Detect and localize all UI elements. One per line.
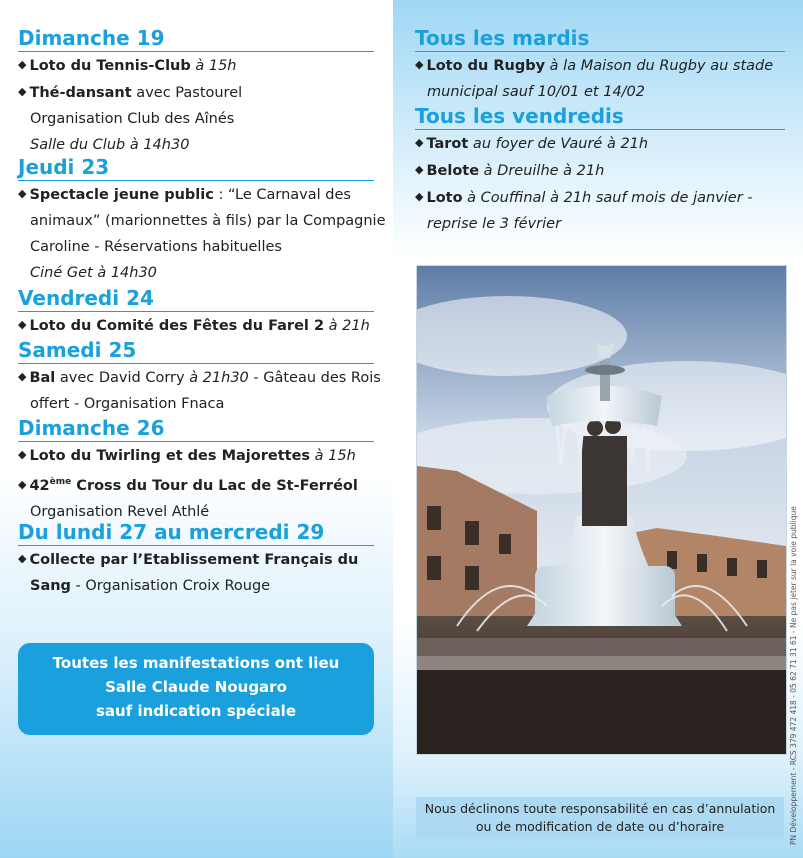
notice-line: sauf indication spéciale <box>95 702 297 720</box>
event-title: 42 <box>29 478 50 494</box>
event-line <box>18 573 374 599</box>
event-title: Tarot <box>426 136 469 152</box>
printer-credit: PN Développement - RCS 379 472 418 - 05 62 71 31 61 - Ne pas jeter sur la voie publique <box>789 506 798 845</box>
ordinal-suffix: ème <box>49 477 72 487</box>
event-line: Ciné Get à 14h30 <box>30 265 157 281</box>
section-vendredi-24 <box>18 286 374 339</box>
event-line: animaux” (marionnettes à fils) par la Compagnie <box>30 213 386 229</box>
event-line <box>415 157 785 184</box>
event-line <box>415 52 785 79</box>
event-line <box>18 79 374 106</box>
bullet-icon: ◆ <box>415 136 424 149</box>
section-dimanche-26 <box>18 416 374 525</box>
event-title: Cross du Tour du Lac de St-Ferréol <box>71 478 358 494</box>
disclaimer-line: ou de modification de date ou d’horaire <box>475 819 725 834</box>
event-title: Loto du Comité des Fêtes du Farel 2 <box>29 318 325 334</box>
event-detail: à Couffinal à 21h sauf mois de janvier - <box>462 190 753 206</box>
disclaimer-line: Nous déclinons toute responsabilité en cas d’annulation <box>424 801 776 816</box>
bullet-icon: ◆ <box>18 478 27 491</box>
frozen-fountain-image <box>417 266 786 754</box>
section-heading: Dimanche 26 <box>18 416 374 442</box>
event-line <box>18 312 374 339</box>
section-heading: Tous les mardis <box>415 26 785 52</box>
event-detail: à la Maison du Rugby au stade <box>545 58 774 74</box>
section-samedi-25 <box>18 338 381 417</box>
event-line <box>18 442 374 469</box>
event-line <box>18 546 374 573</box>
bullet-icon: ◆ <box>415 58 424 71</box>
event-title: Sang <box>30 578 71 594</box>
notice-line: Salle Claude Nougaro <box>105 678 287 696</box>
section-lundi-mercredi <box>18 520 374 599</box>
section-heading: Jeudi 23 <box>18 155 374 181</box>
event-title: Bal <box>29 370 56 386</box>
event-detail: au foyer de Vauré à 21h <box>468 136 649 152</box>
event-time: à 15h <box>190 58 237 74</box>
section-mardis <box>415 26 785 105</box>
bullet-icon: ◆ <box>18 318 27 331</box>
section-vendredis <box>415 104 785 237</box>
venue-notice <box>18 643 374 735</box>
section-jeudi-23 <box>18 155 386 286</box>
event-title: Loto du Tennis-Club <box>29 58 191 74</box>
event-detail: - Organisation Croix Rouge <box>70 578 271 594</box>
event-line: municipal sauf 10/01 et 14/02 <box>427 84 646 100</box>
bullet-icon: ◆ <box>18 58 27 71</box>
event-time: à 21h <box>324 318 370 334</box>
event-detail: à Dreuilhe à 21h <box>479 163 605 179</box>
event-detail: avec Pastourel <box>131 85 243 101</box>
bullet-icon: ◆ <box>415 190 424 203</box>
section-dimanche-19 <box>18 26 374 158</box>
event-detail: : “Le Carnaval des <box>213 187 351 203</box>
bullet-icon: ◆ <box>18 448 27 461</box>
event-line: Organisation Revel Athlé <box>30 504 210 520</box>
notice-line: Toutes les manifestations ont lieu <box>52 654 340 672</box>
event-line <box>18 364 381 391</box>
event-line <box>415 184 785 211</box>
event-line: Salle du Club à 14h30 <box>30 137 190 153</box>
event-line: offert - Organisation Fnaca <box>30 396 225 412</box>
bullet-icon: ◆ <box>18 370 27 383</box>
event-line <box>415 130 785 157</box>
bullet-icon: ◆ <box>18 552 27 565</box>
event-line <box>18 469 374 499</box>
event-title: Loto du Twirling et des Majorettes <box>29 448 311 464</box>
event-title: Loto du Rugby <box>426 58 546 74</box>
bullet-icon: ◆ <box>18 187 27 200</box>
event-line: Caroline - Réservations habituelles <box>30 239 282 255</box>
event-title: Thé-dansant <box>29 85 132 101</box>
fountain-photo <box>416 265 787 755</box>
event-time: à 21h30 <box>189 370 249 386</box>
event-line: Organisation Club des Aînés <box>30 111 235 127</box>
event-title: Collecte par l’Etablissement Français du <box>29 552 359 568</box>
event-title: Loto <box>426 190 463 206</box>
event-line <box>18 52 374 79</box>
bullet-icon: ◆ <box>415 163 424 176</box>
event-line: reprise le 3 février <box>427 216 562 232</box>
section-heading: Vendredi 24 <box>18 286 374 312</box>
section-heading: Tous les vendredis <box>415 104 785 130</box>
event-time: à 15h <box>310 448 356 464</box>
section-heading: Du lundi 27 au mercredi 29 <box>18 520 374 546</box>
bullet-icon: ◆ <box>18 85 27 98</box>
event-title: Belote <box>426 163 480 179</box>
event-detail: - Gâteau des Rois <box>248 370 381 386</box>
event-title: Spectacle jeune public <box>29 187 214 203</box>
disclaimer-box <box>416 797 784 839</box>
section-heading: Dimanche 19 <box>18 26 374 52</box>
section-heading: Samedi 25 <box>18 338 374 364</box>
event-line <box>18 181 374 208</box>
event-detail: avec David Corry <box>55 370 190 386</box>
